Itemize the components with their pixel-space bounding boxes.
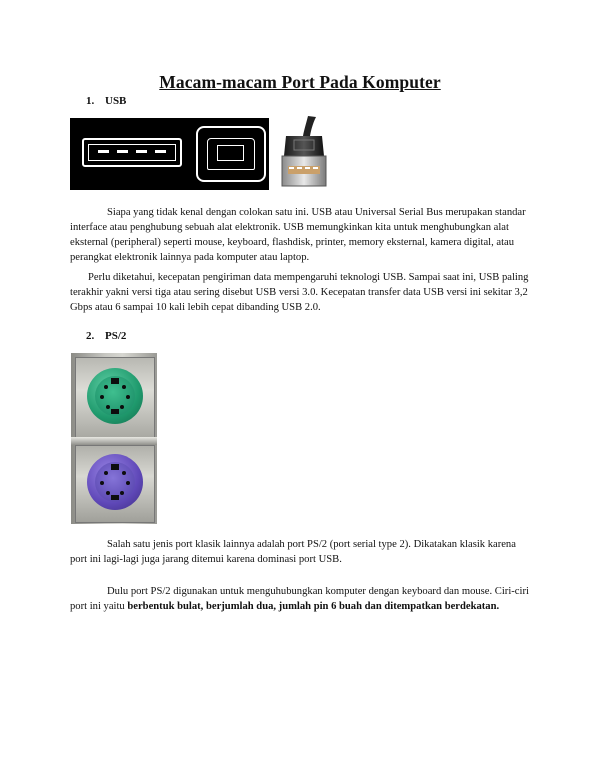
paragraph-ps2-intro: Salah satu jenis port klasik lainnya adalah port PS/2 (port serial type 2). Dikatakan klasik karena port ini lagi-lagi juga jarang ditemui karena dominasi port USB.	[70, 539, 516, 566]
usb-type-a-port-icon	[82, 138, 182, 167]
section-number: 1.	[86, 95, 95, 107]
section-heading-usb	[86, 95, 126, 107]
paragraph-ps2-usage	[70, 584, 532, 614]
usb-plug-image	[276, 116, 332, 190]
section-title: USB	[105, 95, 127, 107]
paragraph-usb-speed: Perlu diketahui, kecepatan pengiriman data mempengaruhi teknologi USB. Sampai saat ini, USB paling terakhir yakni versi tiga atau sering disebut USB versi 3.0. Kecepatan transfer data USB versi ini sekitar 3,2 Gbps atau 6 sampai 10 kali lebih cepat dibanding USB 2.0.	[70, 272, 529, 314]
section-number: 2.	[86, 330, 95, 342]
section-title: PS/2	[105, 330, 127, 342]
ps2-usage-text: Dulu port PS/2 digunakan untuk menguhubungkan komputer dengan keyboard dan mouse. Ciri-ciri port ini yaitu	[70, 586, 529, 613]
ps2-characteristics-bold: berbentuk bulat, berjumlah dua, jumlah pin 6 buah dan ditempatkan berdekatan.	[127, 601, 500, 613]
ps2-keyboard-port	[75, 445, 155, 523]
usb-type-b-port-icon	[196, 126, 266, 182]
page-title: Macam-macam Port Pada Komputer	[159, 72, 441, 92]
usb-port-diagram	[70, 118, 269, 190]
ps2-mouse-port	[75, 357, 155, 439]
section-heading-ps2	[86, 330, 126, 342]
paragraph-usb-intro: Siapa yang tidak kenal dengan colokan satu ini. USB atau Universal Serial Bus merupakan standar interface atau penghubung sebuah alat elektronik. USB memungkinkan kita untuk menghubungkan alat eksternal (peripheral) seperti mouse, keyboard, flashdisk, printer, memory eksternal, kamera digital, atau perangkat elektronik lainnya pada komputer atau laptop.	[70, 207, 526, 264]
ps2-port-photo	[71, 353, 157, 524]
